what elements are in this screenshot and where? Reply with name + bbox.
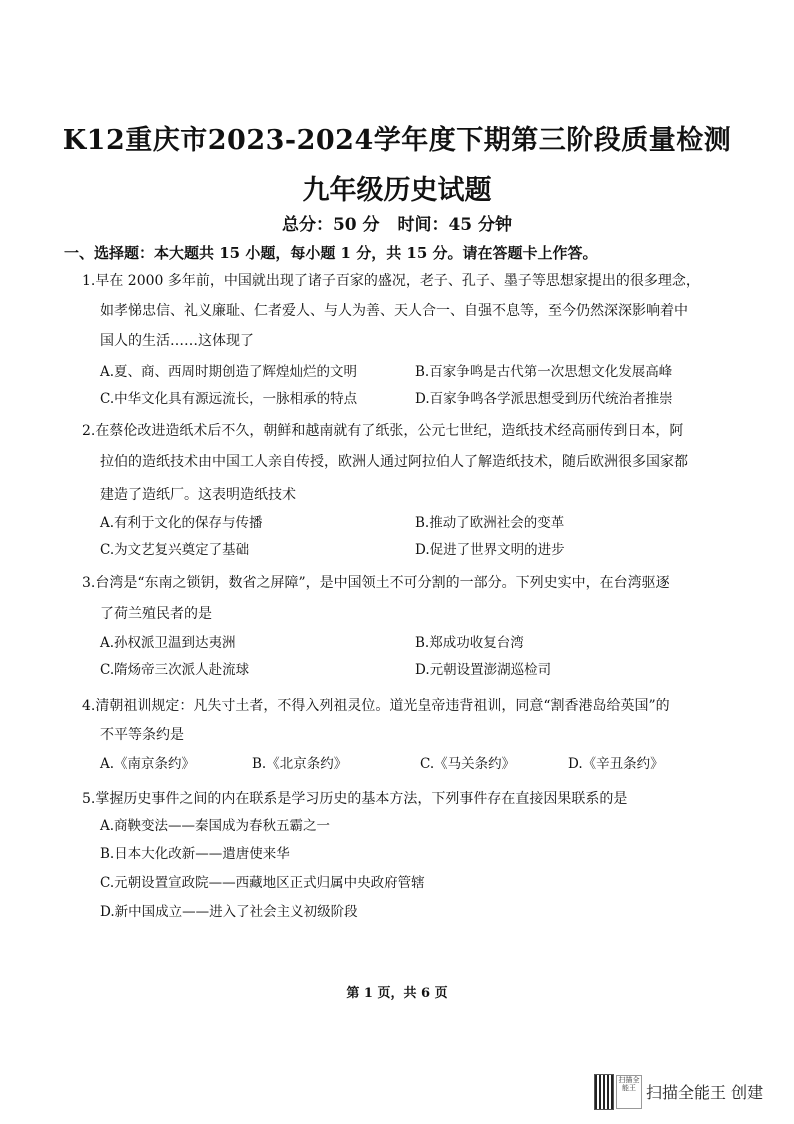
- q3-option-b: B.郑成功收复台湾: [415, 635, 524, 651]
- q2-line3: 建造了造纸厂。这表明造纸技术: [100, 487, 296, 503]
- q2-line1: 2.在蔡伦改进造纸术后不久，朝鲜和越南就有了纸张，公元七世纪，造纸技术经高丽传到日本，阿: [82, 423, 684, 439]
- q1-option-a: A.夏、商、西周时期创造了辉煌灿烂的文明: [100, 364, 358, 380]
- q3-option-d: D.元朝设置澎湖巡检司: [415, 662, 552, 678]
- qr-code-icon: [594, 1074, 614, 1110]
- scanner-logo: 扫描全能王: [616, 1075, 642, 1109]
- q1-line1: 1.早在 2000 多年前，中国就出现了诸子百家的盛况，老子、孔子、墨子等思想家提出的很多理念，: [82, 273, 700, 289]
- q1-option-c: C.中华文化具有源远流长，一脉相承的特点: [100, 391, 358, 407]
- q2-option-a: A.有利于文化的保存与传播: [100, 515, 263, 531]
- page-number: 第 1 页，共 6 页: [346, 986, 448, 1001]
- q5-option-d: D.新中国成立——进入了社会主义初级阶段: [100, 904, 358, 920]
- q5-option-c: C.元朝设置宣政院——西藏地区正式归属中央政府管辖: [100, 875, 425, 891]
- exam-title: K12重庆市2023-2024学年度下期第三阶段质量检测: [62, 125, 732, 156]
- q3-option-a: A.孙权派卫温到达夷洲: [100, 635, 236, 651]
- q4-line1: 4.清朝祖训规定：凡失寸土者，不得入列祖灵位。道光皇帝违背祖训，同意“割香港岛给英国”的: [82, 698, 670, 714]
- q1-line2: 如孝悌忠信、礼义廉耻、仁者爱人、与人为善、天人合一、自强不息等，至今仍然深深影响着中: [100, 303, 688, 319]
- q4-line2: 不平等条约是: [100, 727, 184, 743]
- q3-line1: 3.台湾是“东南之锁钥，数省之屏障”，是中国领土不可分割的一部分。下列史实中，在台湾驱逐: [82, 575, 670, 591]
- section-heading: 一、选择题：本大题共 15 小题，每小题 1 分，共 15 分。请在答题卡上作答。: [64, 244, 598, 262]
- q3-line2: 了荷兰殖民者的是: [100, 606, 212, 622]
- scanner-label: 扫描全能王 创建: [646, 1083, 764, 1102]
- total-score: 总分：50 分: [281, 215, 380, 235]
- q4-option-a: A.《南京条约》: [100, 756, 196, 772]
- q2-option-b: B.推动了欧洲社会的变革: [415, 515, 565, 531]
- q2-line2: 拉伯的造纸技术由中国工人亲自传授，欧洲人通过阿拉伯人了解造纸技术，随后欧洲很多国家都: [100, 454, 688, 470]
- q1-option-d: D.百家争鸣各学派思想受到历代统治者推崇: [415, 391, 673, 407]
- q1-line3: 国人的生活……这体现了: [100, 333, 254, 349]
- q2-option-c: C.为文艺复兴奠定了基础: [100, 542, 250, 558]
- q1-option-b: B.百家争鸣是古代第一次思想文化发展高峰: [415, 364, 673, 380]
- exam-meta: [0, 210, 794, 235]
- exam-time: 时间：45 分钟: [397, 215, 513, 235]
- exam-subtitle: 九年级历史试题: [302, 175, 492, 206]
- scanner-watermark: [594, 1072, 784, 1112]
- q5-line1: 5.掌握历史事件之间的内在联系是学习历史的基本方法，下列事件存在直接因果联系的是: [82, 791, 628, 807]
- q4-option-c: C.《马关条约》: [420, 756, 516, 772]
- q4-option-b: B.《北京条约》: [252, 756, 348, 772]
- q5-option-b: B.日本大化改新——遣唐使来华: [100, 846, 290, 862]
- q3-option-c: C.隋炀帝三次派人赴流球: [100, 662, 250, 678]
- q2-option-d: D.促进了世界文明的进步: [415, 542, 565, 558]
- q5-option-a: A.商鞅变法——秦国成为春秋五霸之一: [100, 818, 331, 834]
- q4-option-d: D.《辛丑条约》: [568, 756, 664, 772]
